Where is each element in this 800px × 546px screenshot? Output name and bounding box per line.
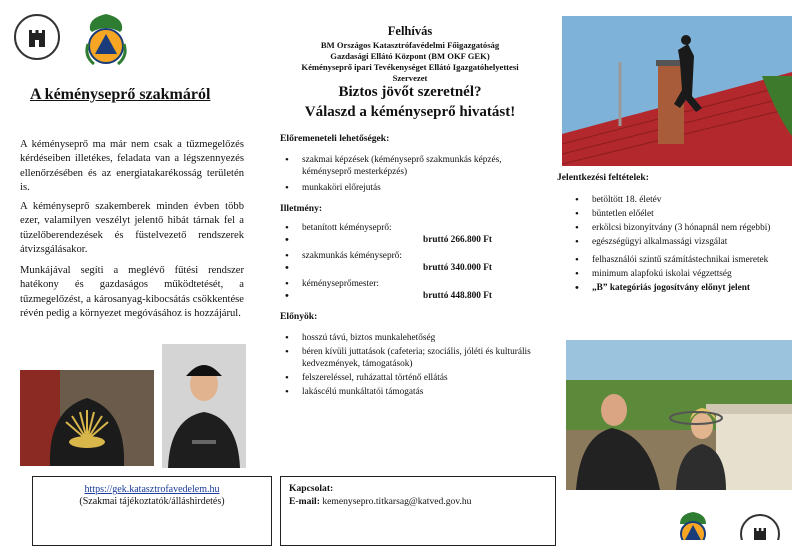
salary-amount: • bruttó 448.800 Ft bbox=[282, 290, 492, 302]
disaster-management-logo bbox=[80, 10, 132, 68]
list-item: • felhasználói szintű számítástechnikai ismeretek bbox=[572, 254, 800, 266]
advancement-list bbox=[282, 154, 522, 194]
website-box bbox=[32, 476, 272, 546]
salary-amount: • bruttó 266.800 Ft bbox=[282, 234, 492, 246]
left-title: A kéményseprő szakmáról bbox=[30, 86, 211, 103]
chimney-sweep-seal-icon bbox=[23, 23, 51, 51]
list-item: • betöltött 18. életév bbox=[572, 194, 800, 206]
salary-title: Illetmény: bbox=[280, 203, 323, 214]
intro-paragraph-3: Munkájával segíti a meglévő fűtési rendszer hatékony és gazdaságos működtetését, a tűzmegelőzést, a károsanyag-kibocsátás csökkentése révén pedig a környezet megóvásához is hozzájárul. bbox=[20, 265, 244, 320]
headline-question: Biztos jövőt szeretnél? bbox=[338, 84, 482, 100]
org-line-1: BM Országos Katasztrófavédelmi Főigazgatóság bbox=[320, 40, 500, 50]
list-item: • lakáscélú munkáltatói támogatás bbox=[282, 386, 532, 398]
chimney-sweep-seal-icon bbox=[750, 524, 770, 540]
list-item: • hosszú távú, biztos munkalehetőség bbox=[282, 332, 532, 344]
salary-role: • kéményseprőmester: bbox=[282, 278, 492, 290]
salary-role: • szakmunkás kéményseprő: bbox=[282, 250, 492, 262]
list-item: • felszereléssel, ruházattal történő ellátás bbox=[282, 372, 532, 384]
disaster-management-logo-small bbox=[674, 510, 712, 540]
chimney-inspection-photo bbox=[566, 340, 792, 490]
intro-paragraph-1: A kéményseprő ma már nem csak a tűzmegelőzés kérdéseiben illetékes, feladata van a légszennyezés ellenőrzésében és az energiatakarékosság területén is. bbox=[20, 139, 244, 194]
gek-seal-logo-small bbox=[740, 514, 780, 540]
roof-chimney-photo bbox=[562, 16, 792, 166]
sweep-back-photo bbox=[20, 370, 154, 466]
list-item: • béren kívüli juttatások (cafeteria; szociális, jóléti és kulturális kedvezmények, támogatások) bbox=[282, 346, 532, 370]
list-item: • egészségügyi alkalmassági vizsgálat bbox=[572, 236, 800, 248]
contact-title: Kapcsolat: bbox=[289, 483, 334, 494]
org-line-2: Gazdasági Ellátó Központ (BM OKF GEK) bbox=[330, 51, 490, 61]
requirements-title: Jelentkezési feltételek: bbox=[557, 172, 649, 183]
benefits-list bbox=[282, 332, 532, 398]
salary-list bbox=[282, 222, 492, 302]
civil-protection-emblem-icon bbox=[80, 10, 132, 68]
list-item: • „B” kategóriás jogosítvány előnyt jelent bbox=[572, 282, 800, 294]
contact-box bbox=[280, 476, 556, 546]
list-item: • minimum alapfokú iskolai végzettség bbox=[572, 268, 800, 280]
requirements-list bbox=[572, 194, 800, 294]
headline-call: Válaszd a kéményseprő hivatást! bbox=[304, 104, 516, 120]
salary-role: • betanított kéményseprő: bbox=[282, 222, 492, 234]
gek-seal-logo bbox=[14, 14, 60, 60]
call-heading: Felhívás bbox=[387, 24, 433, 38]
email-label: E-mail: bbox=[289, 496, 320, 507]
website-link[interactable]: https://gek.katasztrofavedelem.hu bbox=[84, 484, 220, 495]
list-item: • munkaköri előrejutás bbox=[282, 182, 522, 194]
list-item: • szakmai képzések (kéményseprő szakmunkás képzés, kéményseprő mesterképzés) bbox=[282, 154, 522, 178]
salary-amount: • bruttó 340.000 Ft bbox=[282, 262, 492, 274]
advancement-title: Előremeneteli lehetőségek: bbox=[280, 133, 390, 144]
list-item: • erkölcsi bizonyítvány (3 hónapnál nem régebbi) bbox=[572, 222, 800, 234]
benefits-title: Előnyök: bbox=[280, 311, 318, 322]
org-line-3: Kéményseprő ipari Tevékenységet Ellátó Igazgatóhelyettesi bbox=[301, 62, 519, 72]
website-note: (Szakmai tájékoztatók/álláshirdetés) bbox=[79, 496, 225, 507]
org-line-4: Szervezet bbox=[392, 73, 428, 83]
email-address[interactable]: kemenysepro.titkarsag@katved.gov.hu bbox=[322, 496, 472, 507]
list-item: • büntetlen előélet bbox=[572, 208, 800, 220]
chimney-sweep-portrait-photo bbox=[162, 344, 246, 468]
civil-protection-emblem-icon bbox=[674, 510, 712, 540]
intro-paragraph-2: A kéményseprő szakemberek minden évben több ezer, valamilyen veszélyt jelentő hibát tárnak fel a tüzelőberendezések és füstelvezető rendszerek átvizsgálásakor. bbox=[20, 201, 244, 256]
